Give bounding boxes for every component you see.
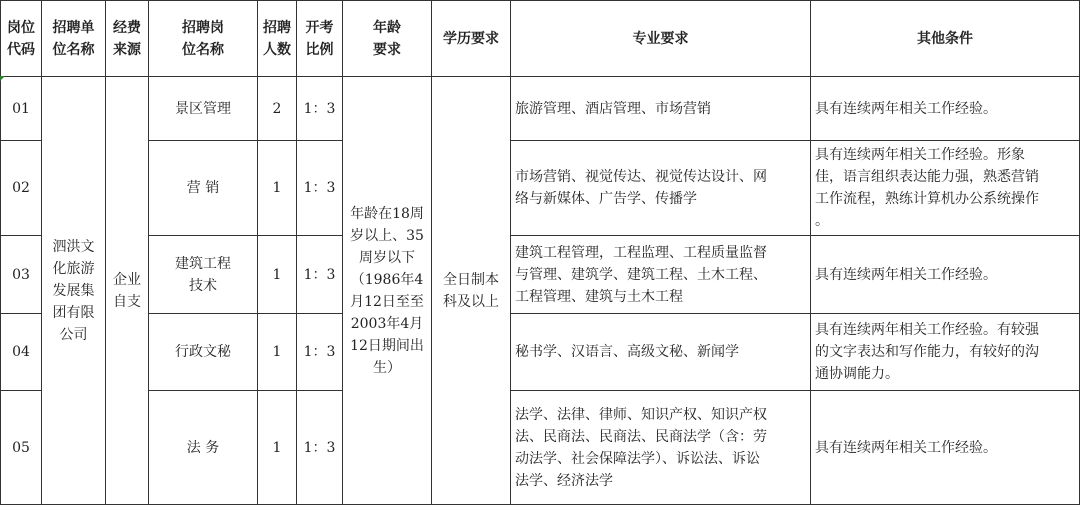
row-count: 1: [258, 141, 297, 236]
header-major: 专业要求: [511, 1, 811, 77]
row-major: 秘书学、汉语言、高级文秘、新闻学: [511, 314, 811, 391]
header-ratio: 开考 比例: [297, 1, 343, 77]
row-position: 建筑工程 技术: [149, 236, 258, 314]
age-requirement-cell: 年龄在18周 岁以上、35 周岁以下 （1986年4 月12日至至 2003年4月 12日期间出 生）: [343, 77, 432, 505]
row-ratio: 1：3: [297, 314, 343, 391]
row-other: 具有连续两年相关工作经验。: [811, 77, 1080, 141]
row-count: 1: [258, 314, 297, 391]
table-row: [1, 314, 1080, 391]
row-code: 01: [1, 77, 42, 141]
unit-name-cell: 泗洪文 化旅游 发展集 团有限 公司: [42, 77, 106, 505]
header-other: 其他条件: [811, 1, 1080, 77]
row-major: 法学、法律、律师、知识产权、知识产权 法、民商法、民商法、民商法学（含：劳 动法学、社会保障法学）、诉讼法、诉讼 法学、经济法学: [511, 391, 811, 505]
header-age: 年龄 要求: [343, 1, 432, 77]
funding-source-cell: 企业 自支: [106, 77, 149, 505]
row-count: 1: [258, 236, 297, 314]
row-other: 具有连续两年相关工作经验。: [811, 391, 1080, 505]
table-row: [1, 391, 1080, 505]
header-unit: 招聘单 位名称: [42, 1, 106, 77]
row-position: 景区管理: [149, 77, 258, 141]
row-ratio: 1：3: [297, 77, 343, 141]
row-code: 02: [1, 141, 42, 236]
header-row: [1, 1, 1080, 77]
row-other: 具有连续两年相关工作经验。有较强 的文字表达和写作能力，有较好的沟 通协调能力。: [811, 314, 1080, 391]
table-row: [1, 141, 1080, 236]
row-position: 行政文秘: [149, 314, 258, 391]
header-position: 招聘岗 位名称: [149, 1, 258, 77]
header-education: 学历要求: [432, 1, 511, 77]
header-funding: 经费 来源: [106, 1, 149, 77]
table-row: [1, 236, 1080, 314]
row-position: 营 销: [149, 141, 258, 236]
row-major: 市场营销、视觉传达、视觉传达设计、网 络与新媒体、广告学、传播学: [511, 141, 811, 236]
header-count: 招聘 人数: [258, 1, 297, 77]
row-other: 具有连续两年相关工作经验。: [811, 236, 1080, 314]
education-requirement-cell: 全日制本 科及以上: [432, 77, 511, 505]
row-position: 法 务: [149, 391, 258, 505]
row-major: 建筑工程管理，工程监理、工程质量监督 与管理、建筑学、建筑工程、土木工程、 工程管理、建筑与土木工程: [511, 236, 811, 314]
row-code: 05: [1, 391, 42, 505]
row-count: 1: [258, 391, 297, 505]
row-ratio: 1：3: [297, 141, 343, 236]
row-major: 旅游管理、酒店管理、市场营销: [511, 77, 811, 141]
table-row: [1, 77, 1080, 141]
row-count: 2: [258, 77, 297, 141]
row-ratio: 1：3: [297, 391, 343, 505]
row-code: 04: [1, 314, 42, 391]
header-code: 岗位 代码: [1, 1, 42, 77]
row-ratio: 1：3: [297, 236, 343, 314]
row-code: 03: [1, 236, 42, 314]
cell-corner-marker: [0, 76, 5, 81]
row-other: 具有连续两年相关工作经验。形象 佳，语言组织表达能力强，熟悉营销 工作流程，熟练计算机办公系统操作 。: [811, 141, 1080, 236]
